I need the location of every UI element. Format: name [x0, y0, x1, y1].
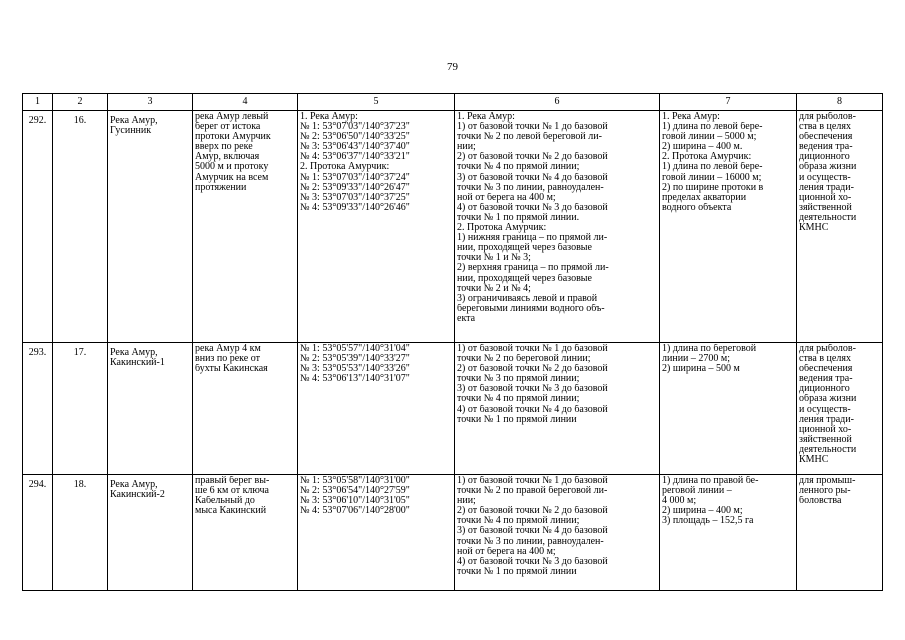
dimensions-cell	[660, 343, 797, 475]
cell-text-line: боловства	[799, 496, 842, 507]
cell-text-line: 1) от базовой точки № 1 до базовой	[457, 476, 608, 486]
cell-text-line: № 4: 53°06'37"/140°33'21"	[300, 152, 410, 163]
cell-text-line: нии, проходящей через базовые	[457, 243, 592, 254]
cell-text-line: 3) от базовой точки № 4 до базовой	[457, 526, 608, 537]
cell-text-line: № 3: 53°05'53"/140°33'26"	[300, 364, 410, 375]
table-row	[23, 475, 883, 591]
cell-text-line: № 1: 53°07'03"/140°37'24"	[300, 172, 410, 183]
cell-text-line: река Амур левый	[195, 112, 269, 122]
cell-text-line: 2) ширина – 400 м.	[662, 142, 743, 153]
cell-text-line: зяйственной	[799, 202, 852, 213]
cell-text-line: № 3: 53°06'10"/140°31'05"	[300, 496, 410, 507]
cell-text-line: реговой линии –	[662, 486, 732, 497]
cell-text-line: точки № 2 по правой береговой ли-	[457, 486, 608, 497]
cell-text-line: 2. Протока Амурчик:	[457, 223, 547, 234]
cell-text-line: нии;	[457, 142, 476, 153]
cell-text-line: 1. Река Амур:	[457, 112, 515, 122]
cell-text-line: ства в целях	[799, 354, 851, 365]
cell-text-line: диционного	[799, 152, 850, 163]
cell-text-line: береговыми линиями водного объ-	[457, 303, 605, 314]
cell-text-line: № 2: 53°06'50"/140°33'25"	[300, 132, 410, 143]
cell-text-line: Река Амур,	[110, 348, 158, 358]
cell-text-line: 3) от базовой точки № 3 до базовой	[457, 384, 608, 395]
cell-text-line: 4) от базовой точки № 3 до базовой	[457, 202, 608, 213]
cell-text-line: № 4: 53°06'13"/140°31'07"	[300, 374, 410, 385]
cell-text-line: 2) по ширине протоки в	[662, 182, 764, 193]
location-cell	[193, 343, 298, 475]
cell-text-line: ления тради-	[799, 182, 854, 193]
cell-text-line: деятельности	[799, 212, 857, 223]
table-row	[23, 343, 883, 475]
cell-text-line: Река Амур,	[110, 480, 158, 490]
cell-text-line: № 2: 53°09'33"/140°26'47"	[300, 182, 410, 193]
cell-text-line: точки № 2 по левой береговой ли-	[457, 132, 602, 143]
cell-text-line: Какинский-2	[110, 490, 165, 501]
cell-text-line: точки № 2 по береговой линии;	[457, 354, 591, 365]
cell-text-line: ства в целях	[799, 122, 851, 133]
cell-text-line: бухты Какинская	[195, 364, 268, 375]
cell-text-line: и осуществ-	[799, 404, 851, 415]
water-body-cell	[108, 111, 193, 343]
coordinates-cell	[298, 343, 455, 475]
item-number-cell: 16.	[53, 111, 108, 343]
cell-text-line: водного объекта	[662, 202, 732, 213]
cell-text-line: ведения тра-	[799, 142, 853, 153]
cell-text-line: екта	[457, 313, 476, 324]
cell-text-line: протяжении	[195, 182, 247, 193]
column-header: 1	[23, 94, 53, 111]
cell-text-line: вниз по реке от	[195, 354, 260, 365]
cell-text-line: вверх по реке	[195, 142, 253, 153]
cell-text-line: ленного ры-	[799, 486, 851, 497]
cell-text-line: 2. Протока Амурчик:	[300, 162, 390, 173]
cell-text-line: точки № 3 по линии, равноудален-	[457, 536, 604, 547]
cell-text-line: 4) от базовой точки № 3 до базовой	[457, 556, 608, 567]
cell-text-line: 4) от базовой точки № 4 до базовой	[457, 404, 608, 415]
cell-text-line: пределах акватории	[662, 192, 747, 203]
column-header: 4	[193, 94, 298, 111]
cell-text-line: 2) ширина – 400 м;	[662, 506, 743, 517]
table-row	[23, 111, 883, 343]
cell-text-line: обеспечения	[799, 364, 853, 375]
cell-text-line: 1) от базовой точки № 1 до базовой	[457, 122, 608, 133]
cell-text-line: 1) длина по левой бере-	[662, 162, 763, 173]
cell-text-line: протоки Амурчик	[195, 132, 271, 143]
cell-text-line: 2. Протока Амурчик:	[662, 152, 752, 163]
cell-text-line: нии, проходящей через базовые	[457, 273, 592, 284]
column-header: 5	[298, 94, 455, 111]
cell-text-line: КМНС	[799, 223, 829, 234]
cell-text-line: 1) длина по правой бе-	[662, 476, 759, 486]
cell-text-line: говой линии – 5000 м;	[662, 132, 757, 143]
cell-text-line: 2) от базовой точки № 2 до базовой	[457, 506, 608, 517]
cell-text-line: 4 000 м;	[662, 496, 697, 507]
row-number-cell: 292.	[23, 111, 53, 343]
cell-text-line: точки № 1 по прямой линии	[457, 414, 577, 425]
cell-text-line: ционной хо-	[799, 424, 852, 435]
cell-text-line: 3) от базовой точки № 4 до базовой	[457, 172, 608, 183]
coordinates-cell	[298, 111, 455, 343]
header-row	[23, 94, 883, 111]
cell-text-line: точки № 1 по прямой линии.	[457, 212, 580, 223]
cell-text-line: № 1: 53°07'03"/140°37'23"	[300, 122, 410, 133]
location-cell	[193, 111, 298, 343]
cell-text-line: деятельности	[799, 444, 857, 455]
dimensions-cell	[660, 111, 797, 343]
cell-text-line: точки № 2 и № 4;	[457, 283, 531, 294]
cell-text-line: мыса Какинский	[195, 506, 267, 517]
cell-text-line: Амур, включая	[195, 152, 260, 163]
cell-text-line: ше 6 км от ключа	[195, 486, 269, 497]
cell-text-line: № 4: 53°07'06"/140°28'00"	[300, 506, 410, 517]
row-number-cell: 293.	[23, 343, 53, 475]
cell-text-line: ления тради-	[799, 414, 854, 425]
cell-text-line: точки № 1 и № 3;	[457, 253, 531, 264]
column-header: 6	[455, 94, 660, 111]
cell-text-line: 3) площадь – 152,5 га	[662, 516, 754, 527]
column-header: 7	[660, 94, 797, 111]
cell-text-line: нии;	[457, 496, 476, 507]
water-body-cell	[108, 475, 193, 591]
cell-text-line: 2) от базовой точки № 2 до базовой	[457, 364, 608, 375]
cell-text-line: Амурчик на всем	[195, 172, 269, 183]
cell-text-line: образа жизни	[799, 394, 857, 405]
cell-text-line: № 2: 53°05'39"/140°33'27"	[300, 354, 410, 365]
cell-text-line: 1) длина по левой бере-	[662, 122, 763, 133]
cell-text-line: 2) от базовой точки № 2 до базовой	[457, 152, 608, 163]
cell-text-line: точки № 3 по прямой линии;	[457, 374, 580, 385]
location-cell	[193, 475, 298, 591]
fishing-areas-table	[22, 93, 883, 591]
cell-text-line: № 1: 53°05'58"/140°31'00"	[300, 476, 410, 486]
cell-text-line: точки № 4 по прямой линии;	[457, 394, 580, 405]
item-number-cell: 17.	[53, 343, 108, 475]
cell-text-line: для рыболов-	[799, 344, 856, 354]
cell-text-line: диционного	[799, 384, 850, 395]
cell-text-line: для промыш-	[799, 476, 856, 486]
item-number-cell: 18.	[53, 475, 108, 591]
cell-text-line: Гусинник	[110, 126, 152, 137]
cell-text-line: № 2: 53°06'54"/140°27'59"	[300, 486, 410, 497]
cell-text-line: 1) нижняя граница – по прямой ли-	[457, 233, 608, 244]
cell-text-line: 5000 м и протоку	[195, 162, 269, 173]
row-number-cell: 294.	[23, 475, 53, 591]
cell-text-line: 1. Река Амур:	[662, 112, 720, 122]
water-body-cell	[108, 343, 193, 475]
cell-text-line: точки № 4 по прямой линии;	[457, 162, 580, 173]
column-header: 3	[108, 94, 193, 111]
cell-text-line: образа жизни	[799, 162, 857, 173]
boundary-description-cell	[455, 343, 660, 475]
cell-text-line: Какинский-1	[110, 358, 165, 369]
cell-text-line: и осуществ-	[799, 172, 851, 183]
cell-text-line: для рыболов-	[799, 112, 856, 122]
cell-text-line: ной от берега на 400 м;	[457, 192, 556, 203]
cell-text-line: река Амур 4 км	[195, 344, 261, 354]
cell-text-line: правый берег вы-	[195, 476, 270, 486]
boundary-description-cell	[455, 475, 660, 591]
page-number: 79	[447, 61, 458, 73]
cell-text-line: № 4: 53°09'33"/140°26'46"	[300, 202, 410, 213]
cell-text-line: точки № 3 по линии, равноудален-	[457, 182, 604, 193]
column-header: 2	[53, 94, 108, 111]
cell-text-line: говой линии – 16000 м;	[662, 172, 762, 183]
purpose-cell	[797, 111, 883, 343]
cell-text-line: № 3: 53°07'03"/140°37'25"	[300, 192, 410, 203]
cell-text-line: ционной хо-	[799, 192, 852, 203]
cell-text-line: 1) от базовой точки № 1 до базовой	[457, 344, 608, 354]
cell-text-line: № 3: 53°06'43"/140°37'40"	[300, 142, 410, 153]
column-header: 8	[797, 94, 883, 111]
cell-text-line: берег от истока	[195, 122, 261, 133]
cell-text-line: Река Амур,	[110, 116, 158, 126]
purpose-cell	[797, 343, 883, 475]
cell-text-line: ной от берега на 400 м;	[457, 546, 556, 557]
cell-text-line: линии – 2700 м;	[662, 354, 731, 365]
cell-text-line: 1. Река Амур:	[300, 112, 358, 122]
cell-text-line: 2) верхняя граница – по прямой ли-	[457, 263, 609, 274]
cell-text-line: ведения тра-	[799, 374, 853, 385]
coordinates-cell	[298, 475, 455, 591]
cell-text-line: точки № 4 по прямой линии;	[457, 516, 580, 527]
cell-text-line: обеспечения	[799, 132, 853, 143]
cell-text-line: № 1: 53°05'57"/140°31'04"	[300, 344, 410, 354]
cell-text-line: 1) длина по береговой	[662, 344, 757, 354]
cell-text-line: точки № 1 по прямой линии	[457, 566, 577, 577]
cell-text-line: 3) ограничиваясь левой и правой	[457, 293, 598, 304]
purpose-cell	[797, 475, 883, 591]
cell-text-line: КМНС	[799, 455, 829, 466]
cell-text-line: зяйственной	[799, 434, 852, 445]
boundary-description-cell	[455, 111, 660, 343]
cell-text-line: 2) ширина – 500 м	[662, 364, 740, 375]
dimensions-cell	[660, 475, 797, 591]
cell-text-line: Кабельный до	[195, 496, 255, 507]
